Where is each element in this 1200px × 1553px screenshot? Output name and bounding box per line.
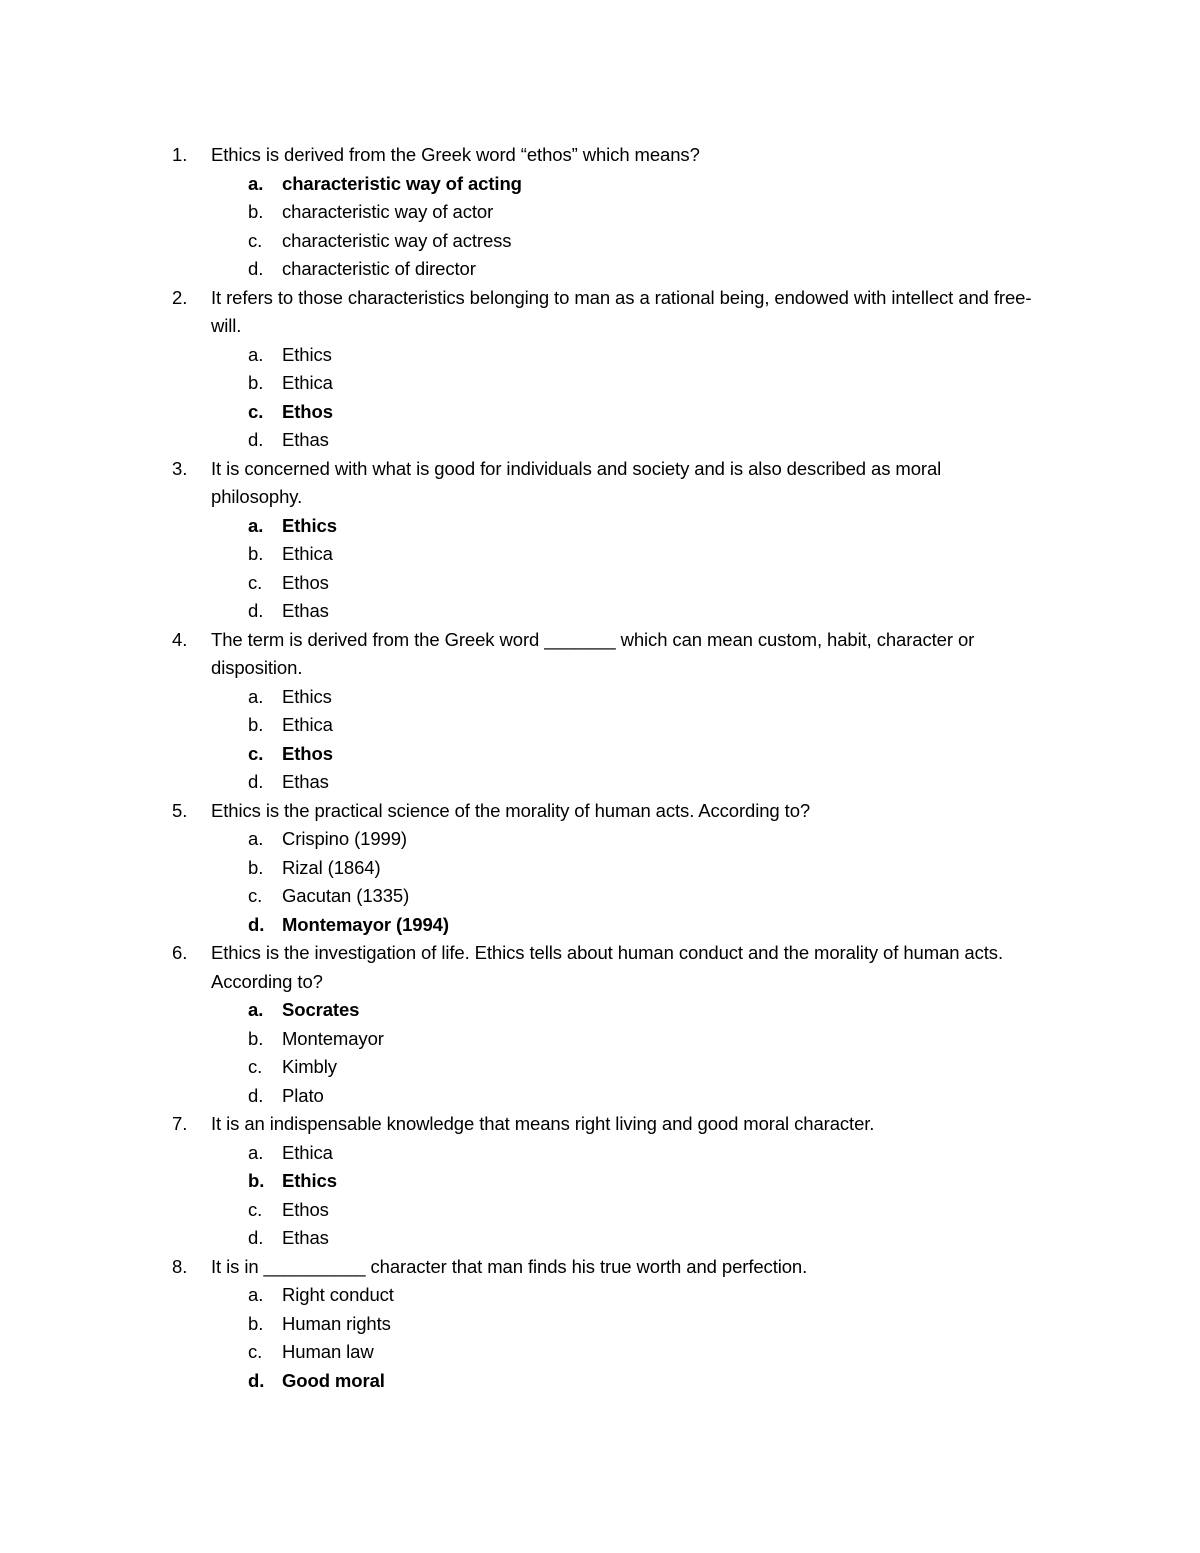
option-b [0, 540, 1200, 569]
question-text: It refers to those characteristics belonging to man as a rational being, endowed with intellect and free-will. [211, 286, 1032, 336]
option-letter: d. [248, 771, 264, 792]
option-text: Right conduct [282, 1284, 394, 1305]
option-list [0, 1139, 1200, 1253]
option-d [0, 1224, 1200, 1253]
option-c [0, 398, 1200, 427]
option-text: Montemayor (1994) [282, 913, 449, 935]
question-text: It is an indispensable knowledge that means right living and good moral character. [211, 1113, 875, 1134]
option-c [0, 740, 1200, 769]
option-b [0, 1167, 1200, 1196]
option-b [0, 711, 1200, 740]
option-d [0, 255, 1200, 284]
question-4 [0, 626, 1200, 797]
option-a [0, 170, 1200, 199]
option-a [0, 512, 1200, 541]
option-text: Ethica [282, 1141, 333, 1163]
option-text: Ethics [282, 1170, 337, 1191]
option-text: Ethica [282, 372, 333, 393]
option-text: Plato [282, 1084, 324, 1106]
question-number: 6. [172, 942, 188, 963]
option-text: Human rights [282, 1312, 391, 1334]
option-letter: c. [248, 229, 263, 251]
option-letter: d. [248, 913, 265, 935]
option-letter: a. [248, 514, 264, 536]
question-number: 5. [172, 799, 188, 821]
option-c [0, 1338, 1200, 1367]
option-letter: d. [248, 1369, 265, 1391]
option-letter: b. [248, 543, 264, 564]
option-text: Good moral [282, 1369, 385, 1391]
option-letter: b. [248, 856, 264, 878]
option-list [0, 996, 1200, 1110]
question-number: 4. [172, 628, 188, 650]
option-b [0, 1310, 1200, 1339]
option-text: Ethics [282, 343, 332, 365]
option-b [0, 369, 1200, 398]
option-text: characteristic way of actress [282, 229, 512, 251]
question-number: 8. [172, 1255, 188, 1277]
question-number: 3. [172, 457, 188, 479]
option-letter: c. [248, 742, 264, 764]
option-text: Kimbly [282, 1056, 337, 1077]
question-text: Ethics is derived from the Greek word “ethos” which means? [211, 144, 700, 165]
question-text: It is in __________ character that man finds his true worth and perfection. [211, 1255, 808, 1277]
option-d [0, 911, 1200, 940]
option-letter: d. [248, 600, 264, 621]
option-letter: c. [248, 400, 264, 422]
option-b [0, 854, 1200, 883]
option-c [0, 569, 1200, 598]
option-d [0, 426, 1200, 455]
option-text: Ethos [282, 1198, 329, 1220]
option-a [0, 1281, 1200, 1310]
option-text: Ethics [282, 685, 332, 707]
option-text: Montemayor [282, 1027, 384, 1049]
option-text: characteristic way of actor [282, 201, 494, 222]
option-text: characteristic way of acting [282, 172, 522, 194]
option-letter: c. [248, 571, 263, 593]
question-list [0, 141, 1200, 1395]
option-text: Crispino (1999) [282, 828, 407, 849]
option-letter: a. [248, 685, 264, 707]
option-letter: b. [248, 1170, 265, 1191]
option-letter: a. [248, 343, 264, 365]
option-a [0, 683, 1200, 712]
option-text: Ethas [282, 600, 329, 621]
question-7 [0, 1110, 1200, 1253]
option-letter: d. [248, 1084, 264, 1106]
option-list [0, 170, 1200, 284]
question-text: The term is derived from the Greek word _______ which can mean custom, habit, character or disposition. [211, 628, 975, 678]
option-b [0, 1025, 1200, 1054]
option-d [0, 597, 1200, 626]
option-c [0, 227, 1200, 256]
option-letter: d. [248, 429, 264, 450]
option-list [0, 1281, 1200, 1395]
option-text: Ethas [282, 429, 329, 450]
question-8 [0, 1253, 1200, 1396]
option-text: Ethos [282, 571, 329, 593]
option-c [0, 1196, 1200, 1225]
option-text: Ethos [282, 400, 333, 422]
option-text: Human law [282, 1341, 374, 1362]
option-letter: c. [248, 1198, 263, 1220]
question-text: It is concerned with what is good for individuals and society and is also described as moral philosophy. [211, 457, 942, 507]
option-letter: d. [248, 1227, 264, 1248]
option-list [0, 341, 1200, 455]
question-text: Ethics is the investigation of life. Ethics tells about human conduct and the morality of human acts. According to? [211, 942, 1003, 992]
option-letter: a. [248, 828, 264, 849]
option-a [0, 1139, 1200, 1168]
option-text: Ethics [282, 514, 337, 536]
option-d [0, 1082, 1200, 1111]
option-letter: c. [248, 1341, 263, 1362]
option-letter: a. [248, 1141, 264, 1163]
option-letter: c. [248, 1056, 263, 1077]
question-3 [0, 455, 1200, 626]
option-letter: a. [248, 1284, 264, 1305]
option-d [0, 1367, 1200, 1396]
option-letter: b. [248, 714, 264, 735]
option-list [0, 825, 1200, 939]
option-text: Rizal (1864) [282, 856, 381, 878]
option-letter: c. [248, 885, 263, 906]
option-letter: a. [248, 999, 264, 1020]
option-c [0, 1053, 1200, 1082]
option-text: characteristic of director [282, 258, 476, 279]
option-letter: b. [248, 372, 264, 393]
option-c [0, 882, 1200, 911]
option-a [0, 341, 1200, 370]
option-a [0, 996, 1200, 1025]
option-text: Socrates [282, 999, 360, 1020]
option-a [0, 825, 1200, 854]
option-text: Ethica [282, 543, 333, 564]
option-letter: b. [248, 1312, 264, 1334]
question-5 [0, 797, 1200, 940]
question-2 [0, 284, 1200, 455]
option-letter: b. [248, 201, 264, 222]
option-text: Gacutan (1335) [282, 885, 410, 906]
question-number: 2. [172, 286, 188, 308]
option-list [0, 512, 1200, 626]
question-number: 1. [172, 144, 188, 165]
question-number: 7. [172, 1113, 188, 1134]
option-letter: d. [248, 258, 264, 279]
option-text: Ethica [282, 714, 333, 735]
option-b [0, 198, 1200, 227]
question-text: Ethics is the practical science of the morality of human acts. According to? [211, 799, 811, 821]
question-1 [0, 141, 1200, 284]
option-d [0, 768, 1200, 797]
option-letter: b. [248, 1027, 264, 1049]
option-letter: a. [248, 172, 264, 194]
option-text: Ethas [282, 771, 329, 792]
option-text: Ethos [282, 742, 333, 764]
option-text: Ethas [282, 1227, 329, 1248]
question-6 [0, 939, 1200, 1110]
option-list [0, 683, 1200, 797]
